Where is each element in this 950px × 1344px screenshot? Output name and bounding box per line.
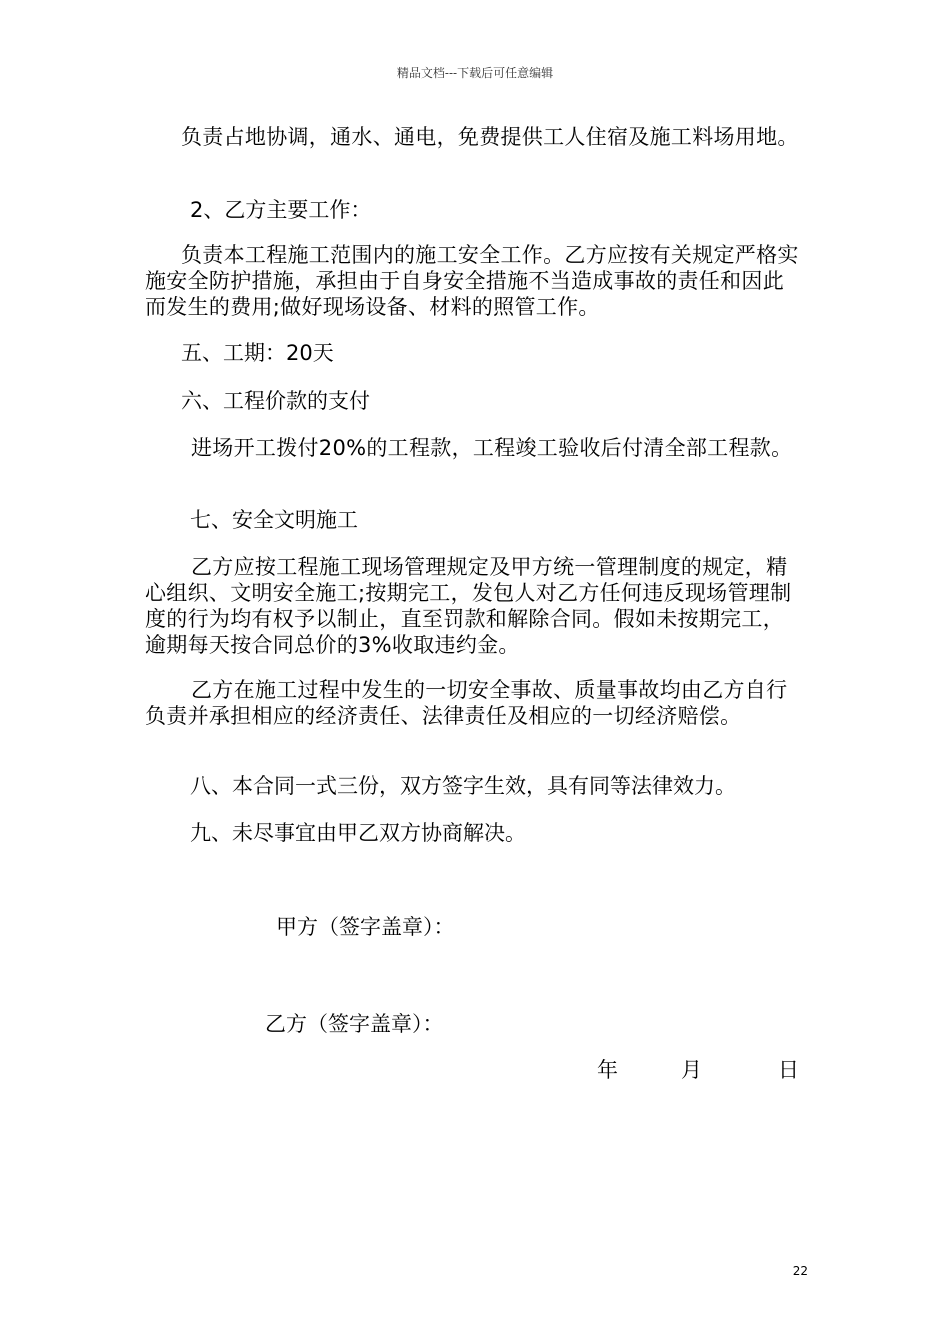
paragraph-site-coordination: 负责占地协调，通水、通电，免费提供工人住宿及施工料场用地。	[181, 125, 799, 149]
heading-duration: 五、工期：20天	[181, 341, 334, 365]
paragraph-accident-liability: 乙方在施工过程中发生的一切安全事故、质量事故均由乙方自行负责并承担相应的经济责任、法律责任及相应的一切经济赔偿。	[145, 678, 788, 728]
heading-payment: 六、工程价款的支付	[181, 389, 370, 413]
date-day: 日	[778, 1058, 799, 1082]
heading-contract-copies: 八、本合同一式三份，双方签字生效，具有同等法律效力。	[190, 774, 736, 798]
date-month: 月	[681, 1058, 702, 1082]
paragraph-site-management: 乙方应按工程施工现场管理规定及甲方统一管理制度的规定，精心组织、文明安全施工;按期完工，发包人对乙方任何违反现场管理制度的行为均有权予以制止，直至罚款和解除合同。假如未按期完工，逾期每天按合同总价的3%收取违约金。	[145, 555, 792, 657]
heading-party-b-duties: 2、乙方主要工作：	[190, 198, 372, 222]
signature-party-b: 乙方（签字盖章）：	[265, 1012, 444, 1036]
date-year: 年	[597, 1058, 618, 1082]
page-header: 精品文档---下载后可任意编辑	[396, 66, 554, 80]
heading-unresolved-matters: 九、未尽事宜由甲乙双方协商解决。	[190, 821, 526, 845]
heading-safe-construction: 七、安全文明施工	[190, 508, 358, 532]
paragraph-payment-terms: 进场开工拨付20%的工程款，工程竣工验收后付清全部工程款。	[191, 436, 793, 460]
paragraph-safety-responsibility: 负责本工程施工范围内的施工安全工作。乙方应按有关规定严格实施安全防护措施，承担由于自身安全措施不当造成事故的责任和因此而发生的费用;做好现场设备、材料的照管工作。	[145, 243, 799, 319]
signature-party-a: 甲方（签字盖章）：	[276, 915, 455, 939]
page-number: 22	[792, 1264, 808, 1278]
